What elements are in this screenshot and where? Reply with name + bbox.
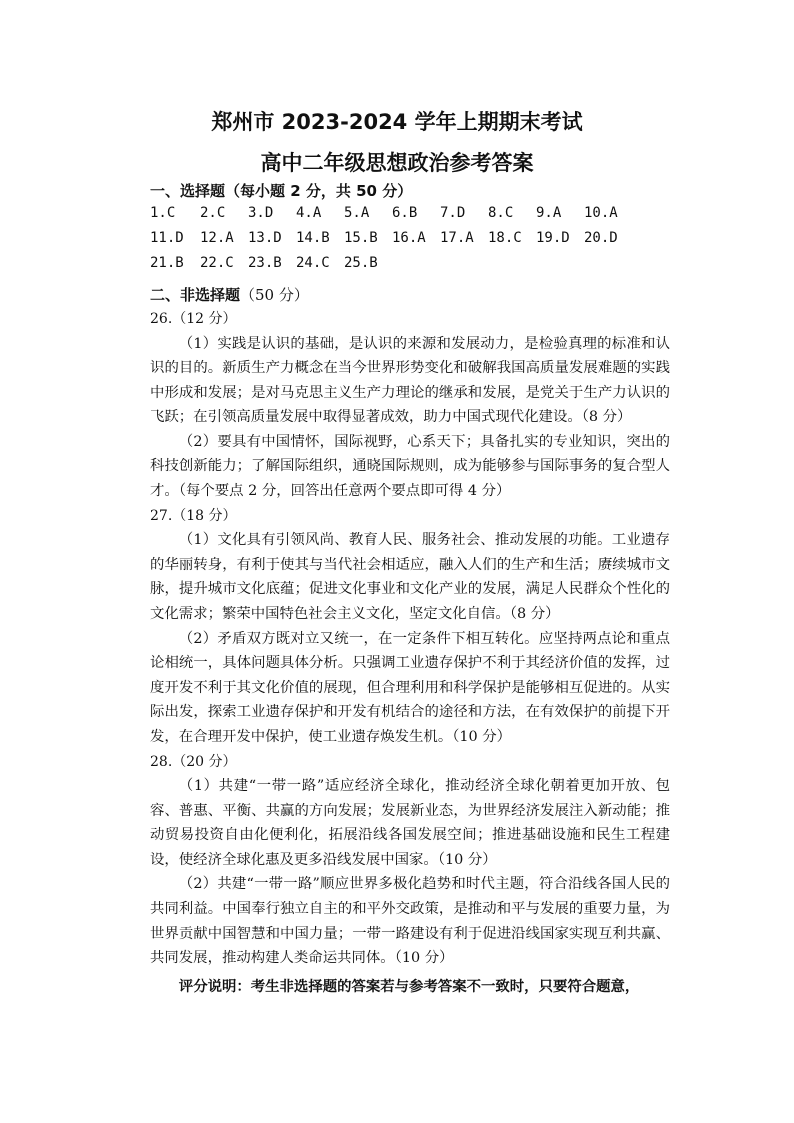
answer-row — [150, 255, 670, 280]
answer-item: 25.B — [344, 255, 378, 271]
answer-item: 22.C — [200, 255, 234, 271]
question-27-number: 27.（18 分） — [150, 507, 237, 524]
question-27-part-2: （2）矛盾双方既对立又统一，在一定条件下相互转化。应坚持两点论和重点论相统一，具体问题具体分析。只强调工业遗存保护不利于其经济价值的发挥，过度开发不利于其文化价值的展现，但合理利用和科学保护是能够相互促进的。从实际出发，探索工业遗存保护和开发有机结合的途径和方法，在有效保护的前提下开发，在合理开发中保护，使工业遗存焕发生机。（10 分） — [150, 630, 670, 745]
section-multiple-choice-heading — [150, 180, 412, 201]
question-27-part-1: （1）文化具有引领风尚、教育人民、服务社会、推动发展的功能。工业遗存的华丽转身，有利于使其与当代社会相适应，融入人们的生产和生活；赓续城市文脉，提升城市文化底蕴；促进文化事业和文化产业的发展，满足人民群众个性化的文化需求；繁荣中国特色社会主义文化，坚定文化自信。（8 分） — [150, 532, 670, 622]
answer-item: 6.B — [392, 205, 418, 221]
answer-item: 2.C — [200, 205, 226, 221]
grading-note: 评分说明：考生非选择题的答案若与参考答案不一致时，只要符合题意， — [178, 978, 640, 995]
question-26-part-2: （2）要具有中国情怀，国际视野，心系天下；具备扎实的专业知识，突出的科技创新能力；了解国际组织，通晓国际规则，成为能够参与国际事务的复合型人才。（每个要点 2 分，回答出任意两个要点即可得 4 分） — [150, 433, 670, 500]
section-non-choice-score: （50 分） — [240, 286, 309, 304]
question-28-number: 28.（20 分） — [150, 753, 237, 770]
answer-item: 20.D — [584, 230, 618, 246]
answer-row — [150, 230, 670, 255]
non-choice-answers — [150, 307, 670, 999]
exam-title: 郑州市 2023-2024 学年上期期末考试 — [211, 110, 583, 134]
answer-item: 1.C — [150, 205, 176, 221]
section-non-choice-heading — [150, 284, 309, 305]
section-multiple-choice-label: 一、选择题（每小题 2 分，共 50 分） — [150, 182, 413, 200]
answer-key-subtitle: 高中二年级思想政治参考答案 — [260, 151, 534, 175]
answer-item: 16.A — [392, 230, 426, 246]
answer-item: 11.D — [150, 230, 184, 246]
question-26-part-1: （1）实践是认识的基础，是认识的来源和发展动力，是检验真理的标准和认识的目的。新质生产力概念在当今世界形势变化和破解我国高质量发展难题的实践中形成和发展；是对马克思主义生产力理论的继承和发展，是党关于生产力认识的飞跃；在引领高质量发展中取得显著成效，助力中国式现代化建设。（8 分） — [150, 335, 670, 426]
answer-item: 4.A — [296, 205, 322, 221]
answer-item: 3.D — [248, 205, 274, 221]
answer-item: 21.B — [150, 255, 184, 271]
section-non-choice-label: 二、非选择题 — [150, 286, 241, 304]
multiple-choice-answers — [150, 205, 670, 280]
answer-item: 9.A — [536, 205, 562, 221]
answer-item: 18.C — [488, 230, 522, 246]
answer-item: 10.A — [584, 205, 618, 221]
answer-item: 19.D — [536, 230, 570, 246]
answer-item: 13.D — [248, 230, 282, 246]
answer-row — [150, 205, 670, 230]
answer-item: 5.A — [344, 205, 370, 221]
answer-item: 12.A — [200, 230, 234, 246]
question-28-part-1: （1）共建“一带一路”适应经济全球化，推动经济全球化朝着更加开放、包容、普惠、平衡、共赢的方向发展；发展新业态，为世界经济发展注入新动能；推动贸易投资自由化便利化，拓展沿线各国发展空间；推进基础设施和民生工程建设，使经济全球化惠及更多沿线发展中国家。（10 分） — [150, 778, 670, 868]
answer-item: 23.B — [248, 255, 282, 271]
answer-item: 8.C — [488, 205, 514, 221]
answer-item: 14.B — [296, 230, 330, 246]
question-26-number: 26.（12 分） — [150, 311, 237, 327]
answer-item: 15.B — [344, 230, 378, 246]
answer-item: 7.D — [440, 205, 466, 221]
answer-item: 24.C — [296, 255, 330, 271]
question-28-part-2: （2）共建“一带一路”顺应世界多极化趋势和时代主题，符合沿线各国人民的共同利益。中国奉行独立自主的和平外交政策，是推动和平与发展的重要力量，为世界贡献中国智慧和中国力量；一带一路建设有利于促进沿线国家实现互利共赢、共同发展，推动构建人类命运共同体。（10 分） — [150, 876, 670, 967]
answer-item: 17.A — [440, 230, 474, 246]
